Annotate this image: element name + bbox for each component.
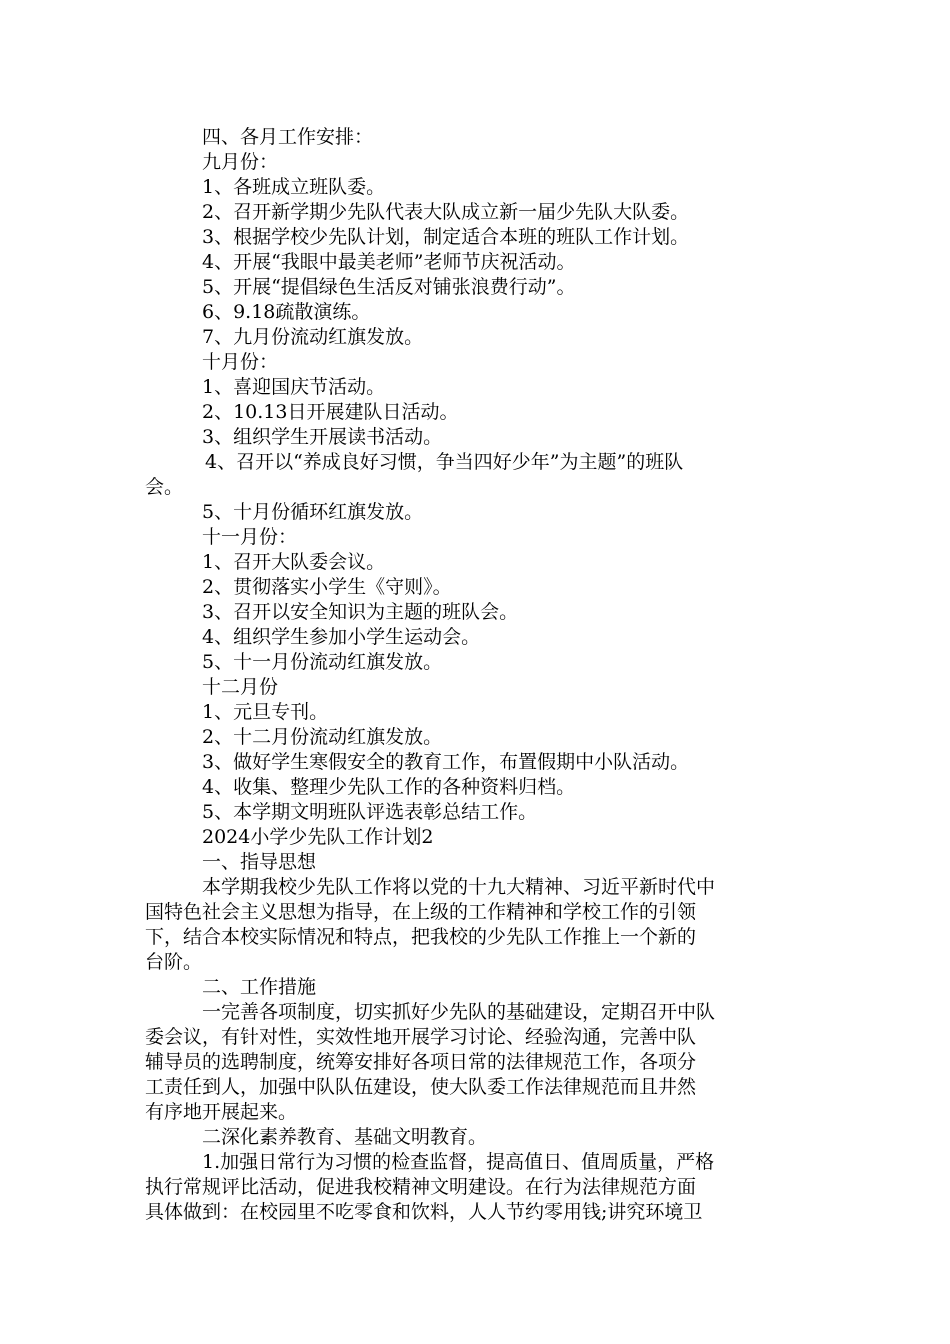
list-item: 2、贯彻落实小学生《守则》。 <box>202 576 452 598</box>
month-heading: 十二月份 <box>202 676 279 698</box>
paragraph-line: 工责任到人，加强中队队伍建设，使大队委工作法律规范而且井然 <box>145 1076 697 1098</box>
list-item: 6、9.18疏散演练。 <box>202 301 371 323</box>
paragraph-line: 执行常规评比活动，促进我校精神文明建设。在行为法律规范方面 <box>145 1176 697 1198</box>
list-item: 1、各班成立班队委。 <box>202 176 386 198</box>
list-item-continuation: 会。 <box>145 476 184 498</box>
paragraph-line: 具体做到：在校园里不吃零食和饮料，人人节约零用钱;讲究环境卫 <box>145 1201 703 1223</box>
month-heading: 九月份： <box>202 151 279 173</box>
document-title: 2024小学少先队工作计划2 <box>202 826 434 848</box>
list-item: 5、十月份循环红旗发放。 <box>202 501 424 523</box>
paragraph-line: 本学期我校少先队工作将以党的十九大精神、习近平新时代中 <box>202 876 716 898</box>
paragraph-line: 下，结合本校实际情况和特点，把我校的少先队工作推上一个新的 <box>145 926 697 948</box>
list-item: 2、10.13日开展建队日活动。 <box>202 401 459 423</box>
list-item: 4、开展“我眼中最美老师”老师节庆祝活动。 <box>202 251 576 273</box>
section-heading: 二、工作措施 <box>202 976 317 998</box>
paragraph-line: 台阶。 <box>145 951 203 973</box>
list-item: 2、十二月份流动红旗发放。 <box>202 726 443 748</box>
list-item: 3、做好学生寒假安全的教育工作，布置假期中小队活动。 <box>202 751 690 773</box>
paragraph-line: 国特色社会主义思想为指导，在上级的工作精神和学校工作的引领 <box>145 901 697 923</box>
list-item: 1、元旦专刊。 <box>202 701 329 723</box>
list-item: 3、召开以安全知识为主题的班队会。 <box>202 601 519 623</box>
list-item: 4、组织学生参加小学生运动会。 <box>202 626 481 648</box>
paragraph-line: 委会议，有针对性，实效性地开展学习讨论、经验沟通，完善中队 <box>145 1026 697 1048</box>
paragraph-line: 一完善各项制度，切实抓好少先队的基础建设，定期召开中队 <box>202 1001 716 1023</box>
section-heading: 四、各月工作安排： <box>202 126 374 148</box>
paragraph-line: 有序地开展起来。 <box>145 1101 298 1123</box>
paragraph-line: 辅导员的选聘制度，统筹安排好各项日常的法律规范工作，各项分 <box>145 1051 697 1073</box>
list-item: 2、召开新学期少先队代表大队成立新一届少先队大队委。 <box>202 201 690 223</box>
month-heading: 十一月份： <box>202 526 298 548</box>
month-heading: 十月份： <box>202 351 279 373</box>
list-item: 5、本学期文明班队评选表彰总结工作。 <box>202 801 538 823</box>
list-item: 3、根据学校少先队计划，制定适合本班的班队工作计划。 <box>202 226 690 248</box>
paragraph-line: 1.加强日常行为习惯的检查监督，提高值日、值周质量，严格 <box>202 1151 715 1173</box>
list-item: 7、九月份流动红旗发放。 <box>202 326 424 348</box>
list-item: 5、十一月份流动红旗发放。 <box>202 651 443 673</box>
subsection-heading: 二深化素养教育、基础文明教育。 <box>202 1126 488 1148</box>
list-item: 3、组织学生开展读书活动。 <box>202 426 443 448</box>
list-item: 1、喜迎国庆节活动。 <box>202 376 386 398</box>
list-item: 5、开展“提倡绿色生活反对铺张浪费行动”。 <box>202 276 576 298</box>
list-item: 1、召开大队委会议。 <box>202 551 386 573</box>
section-heading: 一、指导思想 <box>202 851 317 873</box>
list-item: 4、召开以“养成良好习惯，争当四好少年”为主题”的班队 <box>205 451 684 473</box>
list-item: 4、收集、整理少先队工作的各种资料归档。 <box>202 776 576 798</box>
